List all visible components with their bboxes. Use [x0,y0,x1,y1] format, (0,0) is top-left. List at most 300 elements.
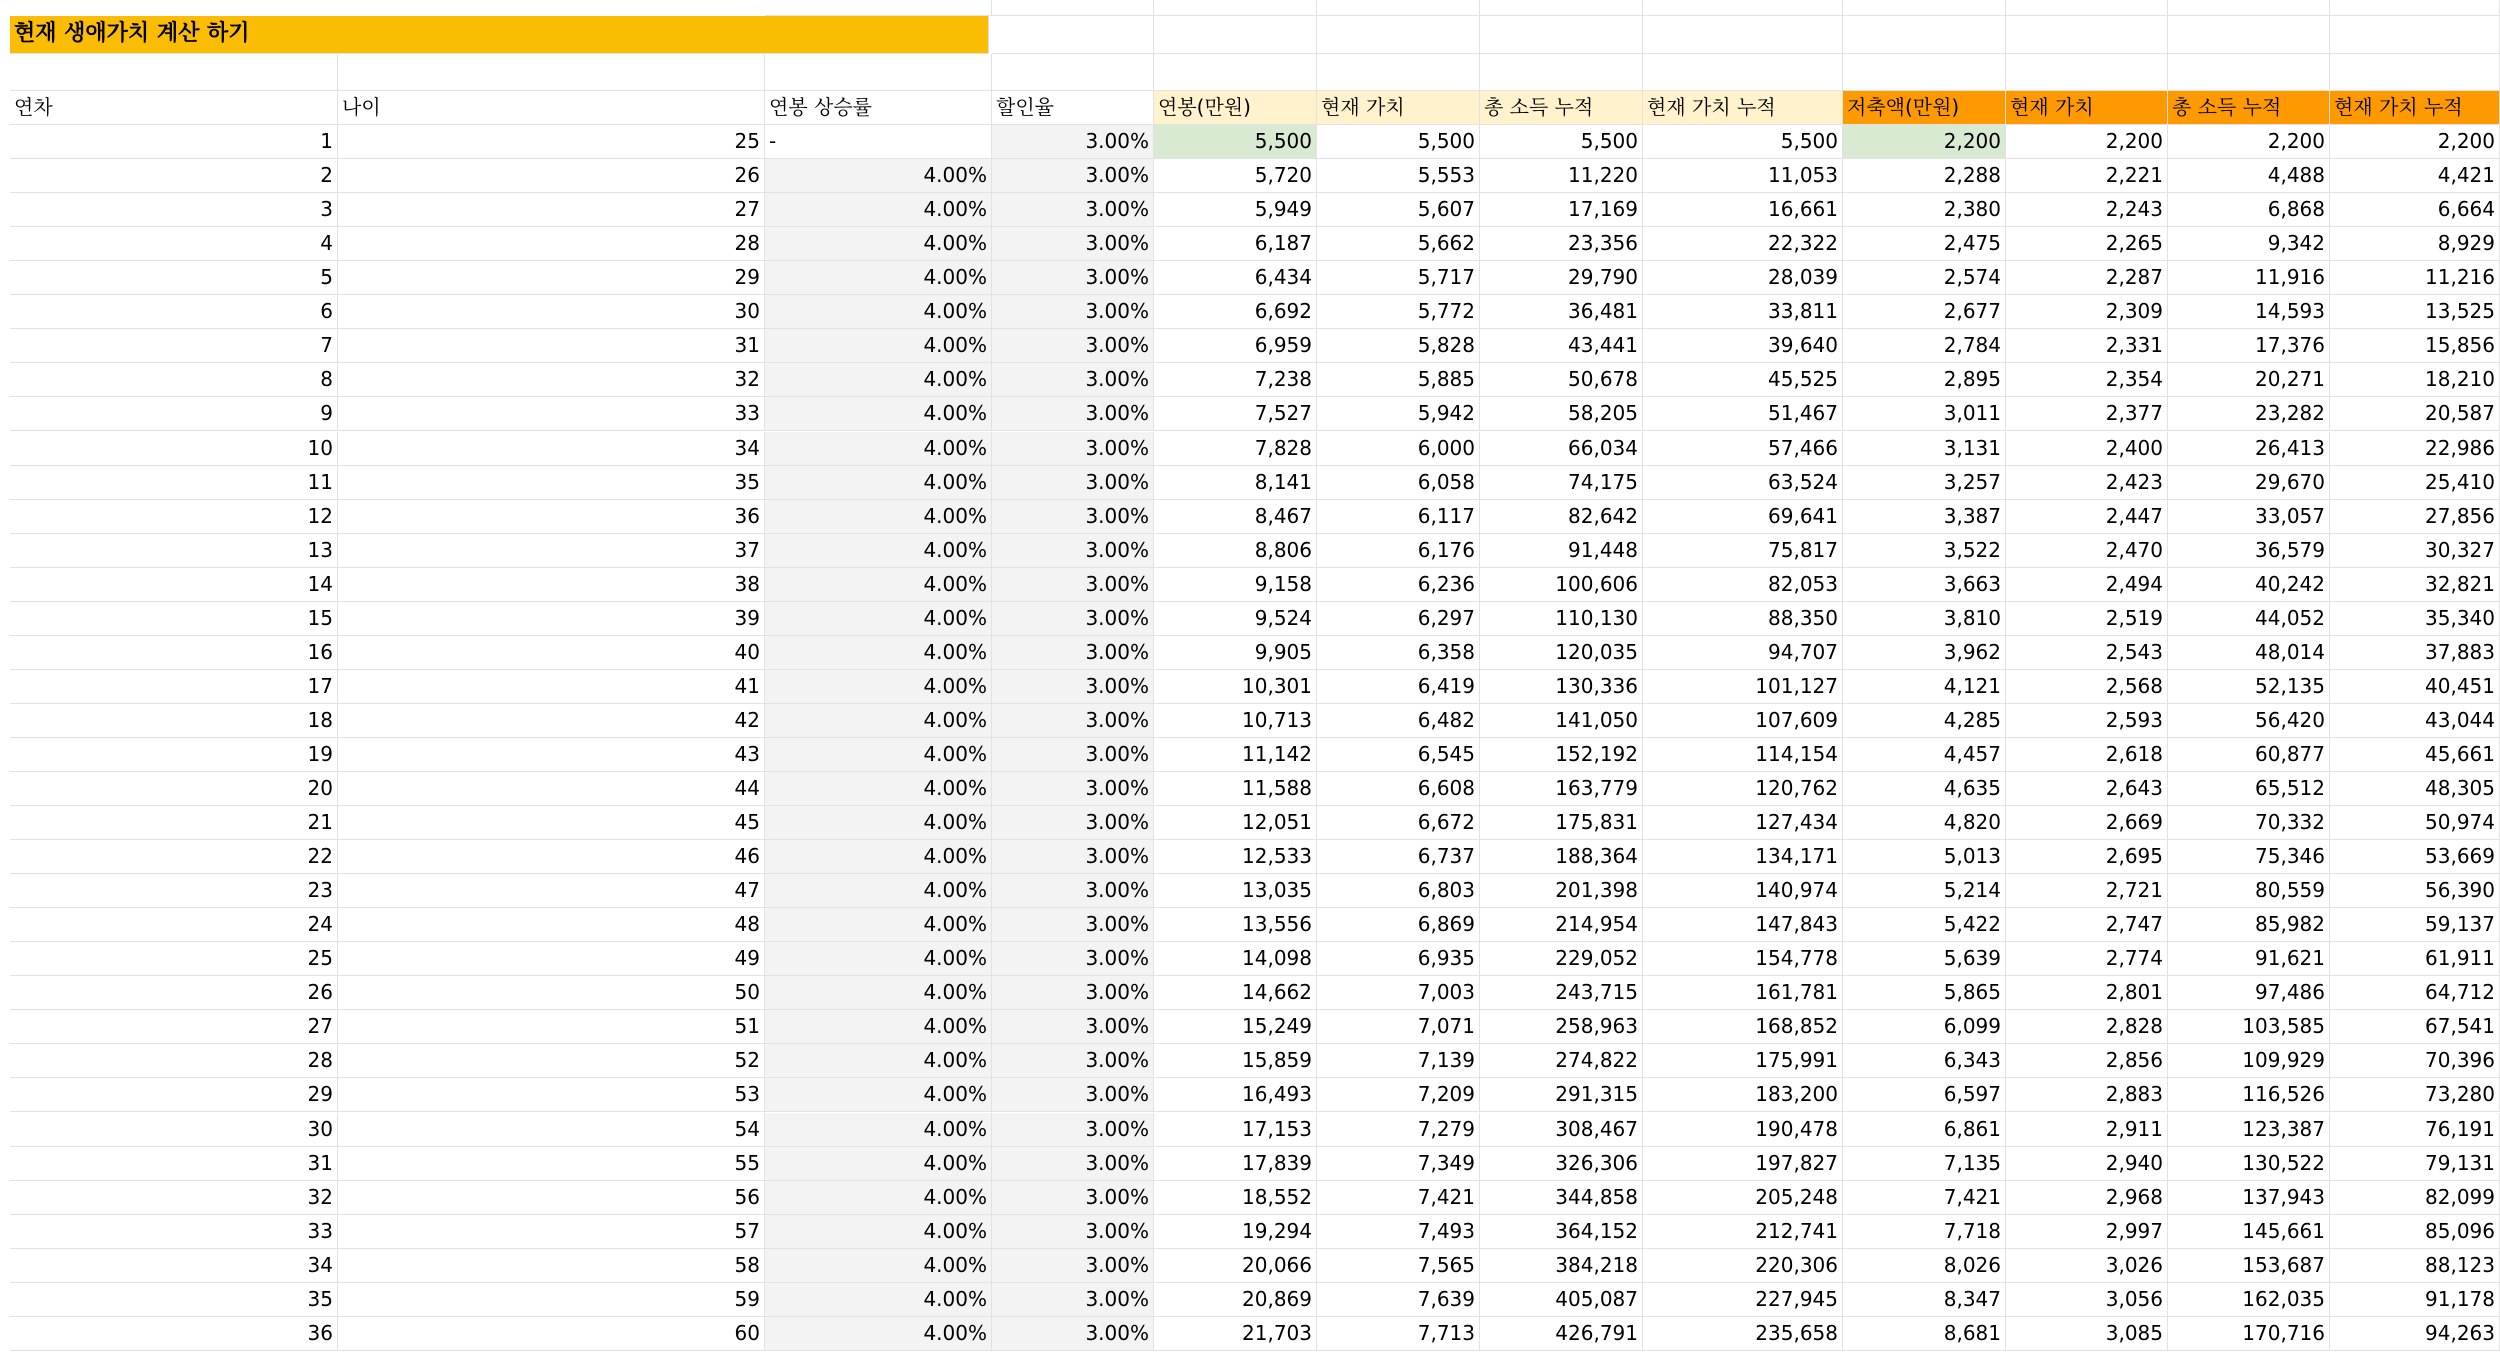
data-cell[interactable]: 91,448 [1480,534,1643,568]
data-cell[interactable]: 13,035 [1154,874,1317,908]
data-cell[interactable]: 9,342 [2168,227,2330,261]
data-cell[interactable]: 4.00% [765,772,992,806]
data-cell[interactable]: 3,026 [2006,1249,2168,1283]
data-cell[interactable]: 405,087 [1480,1283,1643,1317]
header-cell[interactable]: 현재 가치 누적 [2330,91,2500,125]
empty-cell[interactable] [1154,54,1317,91]
data-cell[interactable]: 11,142 [1154,738,1317,772]
data-cell[interactable]: 43,044 [2330,704,2500,738]
data-cell[interactable]: 7,003 [1317,976,1480,1010]
data-cell[interactable]: 103,585 [2168,1010,2330,1044]
data-cell[interactable]: 52,135 [2168,670,2330,704]
data-cell[interactable]: 4.00% [765,840,992,874]
data-cell[interactable]: 258,963 [1480,1010,1643,1044]
data-cell[interactable]: 6,803 [1317,874,1480,908]
data-cell[interactable]: 227,945 [1643,1283,1843,1317]
data-cell[interactable]: 36 [338,500,765,534]
data-cell[interactable]: 43 [338,738,765,772]
data-cell[interactable]: 25 [338,125,765,159]
data-cell[interactable]: 120,762 [1643,772,1843,806]
data-cell[interactable]: 41 [338,670,765,704]
data-cell[interactable]: 15,859 [1154,1044,1317,1078]
empty-cell[interactable] [1317,54,1480,91]
data-cell[interactable]: 2,377 [2006,397,2168,431]
data-cell[interactable]: 2,940 [2006,1147,2168,1181]
data-cell[interactable]: 33 [10,1215,338,1249]
data-cell[interactable]: 70,396 [2330,1044,2500,1078]
data-cell[interactable]: 23,282 [2168,397,2330,431]
data-cell[interactable]: 2,721 [2006,874,2168,908]
data-cell[interactable]: 5,553 [1317,159,1480,193]
data-cell[interactable]: 147,843 [1643,908,1843,942]
data-cell[interactable]: 326,306 [1480,1147,1643,1181]
data-cell[interactable]: 2,695 [2006,840,2168,874]
data-cell[interactable]: 6,117 [1317,500,1480,534]
data-cell[interactable]: 2,828 [2006,1010,2168,1044]
data-cell[interactable]: 2,287 [2006,261,2168,295]
empty-cell[interactable] [2330,0,2500,16]
data-cell[interactable]: 3.00% [992,670,1154,704]
data-cell[interactable]: 51 [338,1010,765,1044]
header-cell[interactable]: 연차 [10,91,338,125]
data-cell[interactable]: 5,942 [1317,397,1480,431]
data-cell[interactable]: 3,522 [1843,534,2006,568]
data-cell[interactable]: 4.00% [765,636,992,670]
data-cell[interactable]: 22 [10,840,338,874]
data-cell[interactable]: 10,713 [1154,704,1317,738]
data-cell[interactable]: 152,192 [1480,738,1643,772]
data-cell[interactable]: 23,356 [1480,227,1643,261]
data-cell[interactable]: 3,056 [2006,1283,2168,1317]
data-cell[interactable]: 114,154 [1643,738,1843,772]
data-cell[interactable]: 3,663 [1843,568,2006,602]
header-cell[interactable]: 할인율 [992,91,1154,125]
data-cell[interactable]: 4.00% [765,1249,992,1283]
empty-cell[interactable] [1843,0,2006,16]
data-cell[interactable]: 4,421 [2330,159,2500,193]
data-cell[interactable]: 34 [338,432,765,466]
data-cell[interactable]: 14,593 [2168,295,2330,329]
data-cell[interactable]: 7,135 [1843,1147,2006,1181]
data-cell[interactable]: 59,137 [2330,908,2500,942]
data-cell[interactable]: 6,664 [2330,193,2500,227]
data-cell[interactable]: 4.00% [765,976,992,1010]
data-cell[interactable]: 3.00% [992,1078,1154,1112]
empty-cell[interactable] [1480,0,1643,16]
data-cell[interactable]: 4.00% [765,670,992,704]
data-cell[interactable]: 4.00% [765,942,992,976]
data-cell[interactable]: 7,828 [1154,432,1317,466]
data-cell[interactable]: 80,559 [2168,874,2330,908]
data-cell[interactable]: 5,639 [1843,942,2006,976]
data-cell[interactable]: 11,053 [1643,159,1843,193]
data-cell[interactable]: 175,831 [1480,806,1643,840]
data-cell[interactable]: 7,279 [1317,1113,1480,1147]
data-cell[interactable]: 34 [10,1249,338,1283]
data-cell[interactable]: 26,413 [2168,432,2330,466]
data-cell[interactable]: 2,568 [2006,670,2168,704]
data-cell[interactable]: 35,340 [2330,602,2500,636]
data-cell[interactable]: 25 [10,942,338,976]
data-cell[interactable]: 4.00% [765,1181,992,1215]
data-cell[interactable]: 7,071 [1317,1010,1480,1044]
data-cell[interactable]: 2,354 [2006,363,2168,397]
data-cell[interactable]: 33,057 [2168,500,2330,534]
data-cell[interactable]: 3.00% [992,568,1154,602]
data-cell[interactable]: - [765,125,992,159]
empty-cell[interactable] [1843,54,2006,91]
header-cell[interactable]: 현재 가치 [2006,91,2168,125]
data-cell[interactable]: 45,525 [1643,363,1843,397]
data-cell[interactable]: 3.00% [992,1249,1154,1283]
data-cell[interactable]: 3.00% [992,704,1154,738]
data-cell[interactable]: 4.00% [765,908,992,942]
data-cell[interactable]: 55 [338,1147,765,1181]
data-cell[interactable]: 75,346 [2168,840,2330,874]
data-cell[interactable]: 2,883 [2006,1078,2168,1112]
data-cell[interactable]: 82,099 [2330,1181,2500,1215]
data-cell[interactable]: 3.00% [992,1147,1154,1181]
data-cell[interactable]: 21 [10,806,338,840]
data-cell[interactable]: 73,280 [2330,1078,2500,1112]
data-cell[interactable]: 85,096 [2330,1215,2500,1249]
data-cell[interactable]: 2,309 [2006,295,2168,329]
data-cell[interactable]: 6,187 [1154,227,1317,261]
data-cell[interactable]: 15 [10,602,338,636]
data-cell[interactable]: 82,053 [1643,568,1843,602]
data-cell[interactable]: 4 [10,227,338,261]
data-cell[interactable]: 8,347 [1843,1283,2006,1317]
data-cell[interactable]: 384,218 [1480,1249,1643,1283]
data-cell[interactable]: 4,635 [1843,772,2006,806]
empty-cell[interactable] [1480,16,1643,54]
data-cell[interactable]: 4,285 [1843,704,2006,738]
data-cell[interactable]: 26 [338,159,765,193]
data-cell[interactable]: 5,772 [1317,295,1480,329]
data-cell[interactable]: 27 [10,1010,338,1044]
data-cell[interactable]: 4.00% [765,227,992,261]
data-cell[interactable]: 2,265 [2006,227,2168,261]
data-cell[interactable]: 2,911 [2006,1113,2168,1147]
data-cell[interactable]: 14,098 [1154,942,1317,976]
data-cell[interactable]: 28,039 [1643,261,1843,295]
data-cell[interactable]: 29,790 [1480,261,1643,295]
data-cell[interactable]: 4.00% [765,1283,992,1317]
data-cell[interactable]: 94,263 [2330,1317,2500,1351]
data-cell[interactable]: 35 [10,1283,338,1317]
data-cell[interactable]: 101,127 [1643,670,1843,704]
data-cell[interactable]: 291,315 [1480,1078,1643,1112]
data-cell[interactable]: 2,677 [1843,295,2006,329]
data-cell[interactable]: 11,216 [2330,261,2500,295]
data-cell[interactable]: 24 [10,908,338,942]
data-cell[interactable]: 50,974 [2330,806,2500,840]
data-cell[interactable]: 3,011 [1843,397,2006,431]
data-cell[interactable]: 45,661 [2330,738,2500,772]
data-cell[interactable]: 2 [10,159,338,193]
data-cell[interactable]: 33 [338,397,765,431]
data-cell[interactable]: 364,152 [1480,1215,1643,1249]
data-cell[interactable]: 116,526 [2168,1078,2330,1112]
data-cell[interactable]: 37 [338,534,765,568]
data-cell[interactable]: 66,034 [1480,432,1643,466]
data-cell[interactable]: 6 [10,295,338,329]
data-cell[interactable]: 40,451 [2330,670,2500,704]
data-cell[interactable]: 30 [10,1113,338,1147]
data-cell[interactable]: 65,512 [2168,772,2330,806]
data-cell[interactable]: 274,822 [1480,1044,1643,1078]
data-cell[interactable]: 20 [10,772,338,806]
data-cell[interactable]: 5,500 [1643,125,1843,159]
data-cell[interactable]: 2,801 [2006,976,2168,1010]
empty-cell[interactable] [1154,0,1317,16]
data-cell[interactable]: 36 [10,1317,338,1351]
data-cell[interactable]: 6,597 [1843,1078,2006,1112]
data-cell[interactable]: 6,419 [1317,670,1480,704]
empty-cell[interactable] [2006,0,2168,16]
data-cell[interactable]: 5,607 [1317,193,1480,227]
data-cell[interactable]: 4.00% [765,602,992,636]
data-cell[interactable]: 3.00% [992,976,1154,1010]
header-cell[interactable]: 저축액(만원) [1843,91,2006,125]
data-cell[interactable]: 6,608 [1317,772,1480,806]
data-cell[interactable]: 16 [10,636,338,670]
empty-cell[interactable] [2330,54,2500,91]
data-cell[interactable]: 4,820 [1843,806,2006,840]
data-cell[interactable]: 5,865 [1843,976,2006,1010]
data-cell[interactable]: 2,288 [1843,159,2006,193]
data-cell[interactable]: 3.00% [992,329,1154,363]
data-cell[interactable]: 18,552 [1154,1181,1317,1215]
data-cell[interactable]: 3.00% [992,806,1154,840]
data-cell[interactable]: 61,911 [2330,942,2500,976]
data-cell[interactable]: 6,935 [1317,942,1480,976]
data-cell[interactable]: 2,221 [2006,159,2168,193]
data-cell[interactable]: 4.00% [765,704,992,738]
header-cell[interactable]: 연봉 상승률 [765,91,992,125]
data-cell[interactable]: 4.00% [765,1044,992,1078]
data-cell[interactable]: 168,852 [1643,1010,1843,1044]
data-cell[interactable]: 49 [338,942,765,976]
data-cell[interactable]: 6,000 [1317,432,1480,466]
data-cell[interactable]: 127,434 [1643,806,1843,840]
data-cell[interactable]: 85,982 [2168,908,2330,942]
data-cell[interactable]: 22,986 [2330,432,2500,466]
data-cell[interactable]: 4.00% [765,159,992,193]
data-cell[interactable]: 6,358 [1317,636,1480,670]
data-cell[interactable]: 7,527 [1154,397,1317,431]
data-cell[interactable]: 3,810 [1843,602,2006,636]
data-cell[interactable]: 2,200 [1843,125,2006,159]
data-cell[interactable]: 88,123 [2330,1249,2500,1283]
data-cell[interactable]: 2,519 [2006,602,2168,636]
data-cell[interactable]: 5,885 [1317,363,1480,397]
data-cell[interactable]: 48,305 [2330,772,2500,806]
data-cell[interactable]: 2,774 [2006,942,2168,976]
data-cell[interactable]: 205,248 [1643,1181,1843,1215]
data-cell[interactable]: 190,478 [1643,1113,1843,1147]
data-cell[interactable]: 2,574 [1843,261,2006,295]
data-cell[interactable]: 11,588 [1154,772,1317,806]
empty-cell[interactable] [992,16,1154,54]
data-cell[interactable]: 7,713 [1317,1317,1480,1351]
data-cell[interactable]: 3.00% [992,908,1154,942]
data-cell[interactable]: 5,500 [1317,125,1480,159]
data-cell[interactable]: 426,791 [1480,1317,1643,1351]
data-cell[interactable]: 79,131 [2330,1147,2500,1181]
data-cell[interactable]: 3.00% [992,602,1154,636]
data-cell[interactable]: 3.00% [992,1113,1154,1147]
empty-cell[interactable] [1317,16,1480,54]
data-cell[interactable]: 11 [10,466,338,500]
data-cell[interactable]: 6,058 [1317,466,1480,500]
data-cell[interactable]: 29 [338,261,765,295]
data-cell[interactable]: 8,026 [1843,1249,2006,1283]
data-cell[interactable]: 94,707 [1643,636,1843,670]
data-cell[interactable]: 27,856 [2330,500,2500,534]
data-cell[interactable]: 4.00% [765,363,992,397]
data-cell[interactable]: 123,387 [2168,1113,2330,1147]
data-cell[interactable]: 2,200 [2168,125,2330,159]
data-cell[interactable]: 76,191 [2330,1113,2500,1147]
data-cell[interactable]: 28 [338,227,765,261]
data-cell[interactable]: 4.00% [765,738,992,772]
data-cell[interactable]: 88,350 [1643,602,1843,636]
data-cell[interactable]: 2,784 [1843,329,2006,363]
header-cell[interactable]: 현재 가치 누적 [1643,91,1843,125]
data-cell[interactable]: 107,609 [1643,704,1843,738]
data-cell[interactable]: 2,200 [2006,125,2168,159]
data-cell[interactable]: 3.00% [992,125,1154,159]
data-cell[interactable]: 6,099 [1843,1010,2006,1044]
data-cell[interactable]: 6,737 [1317,840,1480,874]
data-cell[interactable]: 7,718 [1843,1215,2006,1249]
data-cell[interactable]: 51,467 [1643,397,1843,431]
data-cell[interactable]: 188,364 [1480,840,1643,874]
data-cell[interactable]: 26 [10,976,338,1010]
data-cell[interactable]: 5,720 [1154,159,1317,193]
data-cell[interactable]: 3.00% [992,193,1154,227]
data-cell[interactable]: 220,306 [1643,1249,1843,1283]
data-cell[interactable]: 75,817 [1643,534,1843,568]
empty-cell[interactable] [2006,16,2168,54]
data-cell[interactable]: 7,421 [1317,1181,1480,1215]
data-cell[interactable]: 6,869 [1317,908,1480,942]
data-cell[interactable]: 2,669 [2006,806,2168,840]
header-cell[interactable]: 총 소득 누적 [1480,91,1643,125]
empty-cell[interactable] [765,0,992,16]
empty-cell[interactable] [1643,54,1843,91]
data-cell[interactable]: 17,169 [1480,193,1643,227]
data-cell[interactable]: 8,141 [1154,466,1317,500]
data-cell[interactable]: 235,658 [1643,1317,1843,1351]
data-cell[interactable]: 29,670 [2168,466,2330,500]
data-cell[interactable]: 22,322 [1643,227,1843,261]
data-cell[interactable]: 7,421 [1843,1181,2006,1215]
data-cell[interactable]: 6,692 [1154,295,1317,329]
data-cell[interactable]: 3 [10,193,338,227]
data-cell[interactable]: 4.00% [765,1113,992,1147]
data-cell[interactable]: 4.00% [765,432,992,466]
data-cell[interactable]: 175,991 [1643,1044,1843,1078]
data-cell[interactable]: 5,013 [1843,840,2006,874]
data-cell[interactable]: 39,640 [1643,329,1843,363]
empty-cell[interactable] [1154,16,1317,54]
data-cell[interactable]: 17 [10,670,338,704]
data-cell[interactable]: 3.00% [992,466,1154,500]
data-cell[interactable]: 120,035 [1480,636,1643,670]
data-cell[interactable]: 48 [338,908,765,942]
data-cell[interactable]: 82,642 [1480,500,1643,534]
data-cell[interactable]: 91,178 [2330,1283,2500,1317]
data-cell[interactable]: 4.00% [765,806,992,840]
data-cell[interactable]: 5,828 [1317,329,1480,363]
data-cell[interactable]: 100,606 [1480,568,1643,602]
data-cell[interactable]: 162,035 [2168,1283,2330,1317]
data-cell[interactable]: 53,669 [2330,840,2500,874]
data-cell[interactable]: 170,716 [2168,1317,2330,1351]
data-cell[interactable]: 2,423 [2006,466,2168,500]
empty-cell[interactable] [10,54,338,91]
data-cell[interactable]: 57 [338,1215,765,1249]
data-cell[interactable]: 9,524 [1154,602,1317,636]
data-cell[interactable]: 6,861 [1843,1113,2006,1147]
data-cell[interactable]: 2,747 [2006,908,2168,942]
data-cell[interactable]: 31 [10,1147,338,1181]
data-cell[interactable]: 56 [338,1181,765,1215]
empty-cell[interactable] [1843,16,2006,54]
data-cell[interactable]: 3,962 [1843,636,2006,670]
data-cell[interactable]: 8,467 [1154,500,1317,534]
data-cell[interactable]: 5,500 [1154,125,1317,159]
data-cell[interactable]: 52 [338,1044,765,1078]
data-cell[interactable]: 2,447 [2006,500,2168,534]
data-cell[interactable]: 183,200 [1643,1078,1843,1112]
data-cell[interactable]: 7,639 [1317,1283,1480,1317]
data-cell[interactable]: 11,916 [2168,261,2330,295]
data-cell[interactable]: 109,929 [2168,1044,2330,1078]
data-cell[interactable]: 140,974 [1643,874,1843,908]
data-cell[interactable]: 70,332 [2168,806,2330,840]
data-cell[interactable]: 1 [10,125,338,159]
data-cell[interactable]: 4,488 [2168,159,2330,193]
data-cell[interactable]: 33,811 [1643,295,1843,329]
data-cell[interactable]: 32 [10,1181,338,1215]
data-cell[interactable]: 38 [338,568,765,602]
data-cell[interactable]: 134,171 [1643,840,1843,874]
data-cell[interactable]: 19,294 [1154,1215,1317,1249]
data-cell[interactable]: 97,486 [2168,976,2330,1010]
data-cell[interactable]: 2,618 [2006,738,2168,772]
data-cell[interactable]: 4.00% [765,261,992,295]
data-cell[interactable]: 153,687 [2168,1249,2330,1283]
data-cell[interactable]: 2,331 [2006,329,2168,363]
data-cell[interactable]: 60,877 [2168,738,2330,772]
data-cell[interactable]: 197,827 [1643,1147,1843,1181]
data-cell[interactable]: 130,336 [1480,670,1643,704]
header-cell[interactable]: 총 소득 누적 [2168,91,2330,125]
data-cell[interactable]: 17,839 [1154,1147,1317,1181]
data-cell[interactable]: 3.00% [992,432,1154,466]
data-cell[interactable]: 154,778 [1643,942,1843,976]
data-cell[interactable]: 50,678 [1480,363,1643,397]
data-cell[interactable]: 3.00% [992,227,1154,261]
data-cell[interactable]: 2,243 [2006,193,2168,227]
data-cell[interactable]: 214,954 [1480,908,1643,942]
data-cell[interactable]: 2,895 [1843,363,2006,397]
empty-cell[interactable] [992,54,1154,91]
data-cell[interactable]: 3.00% [992,1010,1154,1044]
